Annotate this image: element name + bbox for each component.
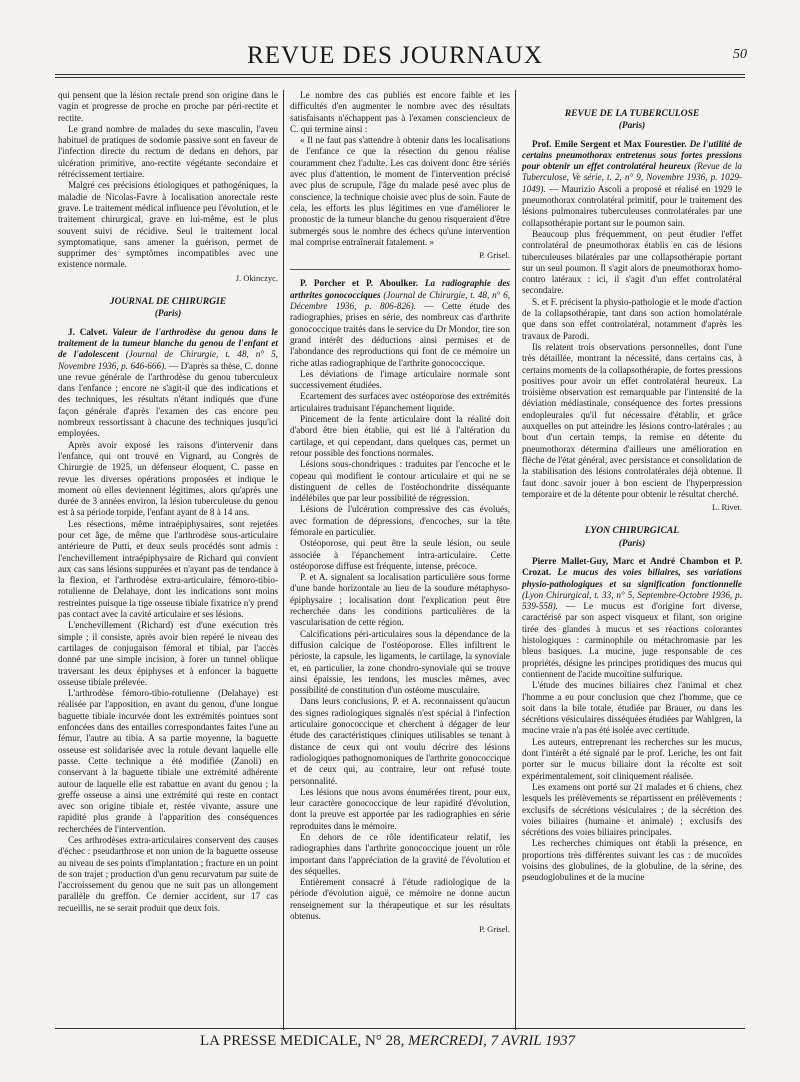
column-divider-1 xyxy=(283,90,284,1030)
paragraph: Ostéoporose, qui peut être la seule lésion, ou seule associée à l'épanchement intra-articulaire. Cette ostéoporose diffuse est fréquente, intense, précoce. xyxy=(290,538,510,571)
article-heading xyxy=(522,556,742,680)
paragraph: Dans leurs conclusions, P. et A. reconnaissent qu'aucun des signes radiologiques signalés n'est spécial à l'infection articulaire gonococcique et cherchent à dégager de leur étude des caractéristiques cliniques utilisables se tenant à distance de ceux qui ont voulu décrire des lésions radiologiques pathognomoniques de l'arthrite gonococcique et de ceux qui, au contraire, leur ont refusé toute personnalité. xyxy=(290,696,510,786)
article-author: J. Calvet. xyxy=(68,326,108,337)
footer-rule xyxy=(55,1028,745,1029)
signature: J. Okinczyc. xyxy=(235,272,278,283)
paragraph: Le grand nombre de malades du sexe masculin, l'aveu habituel de pratiques de sodomie passive sont en faveur de l'infection directe du rectum de dedans en dehors, par ulcération primitive, ano-rectite végétante secondaire et rétrécissement tertiaire. xyxy=(58,123,278,180)
journal-header xyxy=(55,38,747,69)
article-heading xyxy=(58,327,278,440)
article-reference: (Journal de Chirurgie, t. 48, n° 5, Novembre 1936, p. 646-666). xyxy=(58,349,278,371)
paragraph: S. et F. précisent la physio-pathologie et le mode d'action de la collapsothérapie, tant dans son action homolatérale que dans son effet controlatéral, notamment d'après les travaux de Parodi. xyxy=(522,296,742,341)
paragraph: Lésions sous-chondriques : traduites par l'encoche et le copeau qui modifient le contour articulaire et qui ne se distinguent de celles de l'ostéochondrite disséquante indélébiles que par leur possibilité de régression. xyxy=(290,459,510,504)
paragraph: L'enchevillement (Richard) est d'une exécution très simple ; il consiste, après avoir bien repéré le niveau des cartilages de conjugaison fémoral et tibial, par l'accès donné par une simple incision, à forer un tunnel oblique traversant les deux épiphyses et à enfoncer la baguette osseuse tibiale prélevée. xyxy=(58,620,278,687)
paragraph: L'arthrodèse fémoro-tibio-rotulienne (Delahaye) est réalisée par l'apposition, en avant du genou, d'une longue baguette tibiale incurvée dont les extrémités pointues sont enfoncées dans des entailles correspondantes faites l'une au fémur, l'autre au tibia. A sa partie moyenne, la baguette osseuse est solidarisée avec la rotule devant laquelle elle passe. Cette technique a été modifiée (Zanoli) en conservant à la baguette tibiale une extrémité adhérente autour de laquelle elle est rabattue en avant du genou ; la greffe osseuse a ainsi une extrémité qui reste en contact avec son origine tibiale et, restée vivante, assure une rapidité plus grande à l'apparition des conséquences recherchées de l'intervention. xyxy=(58,688,278,834)
paragraph: — Le mucus est d'origine fort diverse, caractérisé par son aspect visqueux et filant, son origine tirée des glandes à mucus et ses réactions colorantes histologiques : carminophile ou métachromasie par les bleus basiques. La mucine, juge responsable de ces propriétés, désigne les principes protidiques des mucus qui contiennent de l'acide mucoïtine sulfurique. xyxy=(522,601,743,679)
paragraph: Malgré ces précisions étiologiques et pathogéniques, la maladie de Nicolas-Favre à localisation anorectale reste grave. Le traitement médical influence peu l'évolution, et le traitement chirurgical, grave en lui-même, est le plus souvent suivi de récidive. Seul le traitement local symptomatique, sans amener la guérison, permet de supprimer des symptômes incompatibles avec une existence normale. xyxy=(58,180,278,270)
column-middle xyxy=(290,90,510,940)
article-heading xyxy=(522,139,742,229)
column-divider-2 xyxy=(515,90,516,1030)
paragraph: Le nombre des cas publiés est encore faible et les difficultés d'en augmenter le nombre avec des résultats satisfaisants n'échappent pas à l'examen consciencieux de C. qui termine ainsi : xyxy=(290,90,510,134)
paragraph: — Maurizio Ascoli a proposé et réalisé en 1929 le pneumothorax controlatéral primitif, pour le traitement des lésions pulmonaires tuberculeuses controlatérales par une collapsothérapie portant sur le poumon sain. xyxy=(522,183,742,228)
article-heading xyxy=(290,278,510,368)
paragraph: P. et A. signalent sa localisation particulière sous forme d'une bande horizontale au lieu de la soudure métaphyso-épiphysaire ; localisation dont l'explication peut être recherchée dans les conditions particulières de la vascularisation de cette région. xyxy=(290,572,510,628)
paragraph: Les recherches chimiques ont établi la présence, en proportions très différentes suivant les cas : de mucoïdes voisins des globulines, de la globuline, de la sérine, des pseudoglobulines et de la mucine xyxy=(522,838,742,883)
footer-publication: LA PRESSE MEDICALE, N° 28, xyxy=(200,1033,405,1049)
section-city: (Paris) xyxy=(154,309,182,320)
section-city: (Paris) xyxy=(618,121,646,132)
paragraph: Les déviations de l'image articulaire normale sont successivement étudiées. xyxy=(290,368,510,391)
article-reference: (Revue de la Tuberculose, Ve série, t. 2, n° 9, Novembre 1936, p. 1029-1049). xyxy=(522,161,742,194)
paragraph: Les examens ont porté sur 21 malades et 6 chiens, chez lesquels les prélèvements se répartissent en prélèvements : exclusifs de sécrétions vésiculaires ; de la sécrétion des voies biliaires (humaine et animale) ; exclusifs des sécrétions des voies biliaires principales. xyxy=(522,781,742,838)
article-reference: (Journal de Chirurgie, t. 48, n° 6, Décembre 1936, p. 806-826). xyxy=(290,289,511,312)
paragraph: Ecartement des surfaces avec ostéoporose des extrémités articulaires traduisant l'épanchement liquide. xyxy=(290,391,510,413)
article-title: Valeur de l'arthrodèse du genou dans le traitement de la tumeur blanche du genou de l'enfant et de l'adolescent xyxy=(58,326,279,360)
paragraph: Entièrement consacré à l'étude radiologique de la période d'évolution aiguë, ce mémoire ne donne aucun renseignement sur la thérapeutique et sur les résultats obtenus. xyxy=(290,877,510,922)
article-divider xyxy=(290,269,510,270)
paragraph: En dehors de ce rôle identificateur relatif, les radiographies dans l'arthrite gonococcique jouent un rôle important dans l'appréciation de la gravité de l'évolution et des séquelles. xyxy=(290,832,510,876)
article-authors: Prof. Emile Sergent et Max Fourestier. xyxy=(532,138,687,149)
paragraph: Beaucoup plus fréquemment, on peut étudier l'effet controlatéral de pneumothorax établis en cas de lésions tuberculeuses bilatérales par une collapsothérapie portant sur un seul poumon. Il s'agit alors de pneumothorax homo-contro latéraux : ici, il s'agit d'un effet controlatéral secondaire. xyxy=(522,228,742,296)
section-heading: REVUE DE LA TUBERCULOSE xyxy=(564,108,700,119)
paragraph: L'étude des mucines biliaires chez l'animal et chez l'homme a eu pour conclusion que chez l'homme, que ce soit dans la bile totale, étudiée par Brauer, ou dans les sécrétions vésiculaires disséquées étudiées par Wahlgren, la mucine vraie n'a pas été isolée avec certitude. xyxy=(522,680,742,736)
paragraph: Après avoir exposé les raisons d'intervenir dans l'enfance, qui ont trouvé en Vignard, au Congrès de Chirurgie de 1925, un défenseur éloquent, C. passe en revue les diverses opérations proposées et indique le moment où elles deviennent légitimes, alors qu'après une durée de 3 années environ, la lésion tuberculeuse du genou est à sa période torpide, l'enfant ayant de 8 à 14 ans. xyxy=(58,439,278,518)
quotation: « Il ne faut pas s'attendre à obtenir dans les localisations de l'enfance ce que la résection du genou réalise couramment chez l'adulte. Les cas doivent donc être sériés avec plus d'attention, le moment de l'intervention précisé avec plus de scrupule, l'âge du malade pesé avec plus de conscience, la technique choisie avec plus de soin. Faute de cela, les efforts les plus légitimes en vue d'améliorer le pronostic de la tumeur blanche du genou risqueraient d'être submergés sous le nombre des échecs qu'une intervention mal comprise entraînerait fatalement. » xyxy=(290,135,510,247)
paragraph: — D'après sa thèse, C. donne une revue générale de l'arthrodèse du genou tuberculeux dans l'enfance ; encore ne s'agit-il que des indications et des techniques, les résultats n'étant indiqués que d'une façon générale d'après l'examen des cas encore peu nombreux ressortissant à chacune des techniques jusqu'ici employées. xyxy=(58,360,278,439)
signature: P. Grisel. xyxy=(479,250,510,261)
signature: P. Grisel. xyxy=(479,924,510,935)
section-heading: JOURNAL DE CHIRURGIE xyxy=(109,296,227,308)
article-title: La radiographie des arthrites gonococciques xyxy=(290,278,510,300)
article-title: Le mucus des voies biliaires, ses variations physio-pathologiques et sa signification fonctionnelle xyxy=(522,567,743,589)
paragraph: Les auteurs, entreprenant les recherches sur les mucus, dont l'intérêt a été signalé par le prof. Leriche, les ont fait porter sur le mucus biliaire dont la récolte est soit expérimentalement, soit cliniquement réalisée. xyxy=(522,736,742,781)
page-title: REVUE DES JOURNAUX xyxy=(247,42,543,69)
page-footer xyxy=(200,1033,575,1050)
paragraph: Les lésions que nous avons énumérées tirent, pour eux, leur caractère gonococcique de leur rapidité d'évolution, dont la preuve est apportée par les radiographies en série reproduites dans le mémoire. xyxy=(290,786,510,831)
signature: L. Rivet. xyxy=(712,502,742,513)
paragraph: Calcifications péri-articulaires sous la dépendance de la diffusion calcique de l'ostéoporose. Elles infiltrent le périoste, la capsule, les ligaments, le cartilage, la synoviale et, en particulier, la zone chondro-synoviale qui se trouve ainsi épaissie, les tendons, les muscles mêmes, avec possibilité de constitution d'un ostéome musculaire. xyxy=(290,628,510,696)
paragraph: Pincement de la fente articulaire dont la réalité doit d'abord être bien établie, qui est lié à l'altération du cartilage, et qui cependant, dans quelques cas, permet un retour possible des fonctions normales. xyxy=(290,414,510,458)
paragraph: Les résections, même intraépiphysaires, sont rejetées pour cet âge, de même que l'arthrodèse sous-articulaire antérieure de Putti, et deux seuls procédés sont admis : l'enchevillement intraépiphysaire de Richard qui convient aux cas sans lésions suppurées et n'ayant pas de tendance à la flexion, et l'arthrodèse extra-articulaire, fémoro-tibio-rotulienne de Delahaye, dont les indications sont moins restreintes puisque la tige osseuse tibiale fixatrice n'y prend pas contact avec la cavité articulaire et ses lésions. xyxy=(58,518,278,620)
article-title: De l'utilité de certains pneumothorax entretenus sous fortes pressions pour obtenir un effet controlatéral heureux xyxy=(522,138,742,172)
paragraph: qui pensent que la lésion rectale prend son origine dans le vagin et progresse de proche en proche par péri-rectite et rectite. xyxy=(58,90,278,123)
article-reference: (Lyon Chirurgical, t. 33, n° 5, Septembre-Octobre 1936, p. 539-558). xyxy=(522,589,742,612)
paragraph: Lésions de l'ulcération compressive des cas évolués, avec formation de dépressions, d'encoches, sur la tête fémorale en particulier. xyxy=(290,504,510,537)
article-authors: Pierre Mallet-Guy, Marc et André Chambon et P. Crozat. xyxy=(522,555,742,578)
header-rule xyxy=(55,74,745,75)
paragraph: — Cette étude des radiographies, prises en série, des nombreux cas d'arthrite gonococcique traités dans le service du Dr Mondor, tire son grand intérêt des déductions ainsi permises et de l'abondance des reproductions qui font de ce mémoire un riche atlas radiographique de l'arthrite gonococcique. xyxy=(290,301,511,368)
column-left xyxy=(58,90,278,914)
footer-date: MERCREDI, 7 AVRIL 1937 xyxy=(408,1033,576,1049)
header-rule-double xyxy=(55,77,745,78)
page-number: 50 xyxy=(733,47,747,62)
section-heading: LYON CHIRURGICAL xyxy=(584,525,680,537)
paragraph: Ils relatent trois observations personnelles, dont l'une très détaillée, montrant la nécessité, dans certains cas, à certains moments de la collapsothérapie, de fortes pressions positives pour avoir un effet controlatéral heureux. La troisième observation est remarquable par l'intensité de la déviation médiastinale, conséquence des fortes pressions endopleurales qu'il fut nécessaire d'établir, et grâce auxquelles on put atteindre les lésions contro-latérales ; au bout d'un certain temps, la remise en détente du pneumothorax détermina d'ailleurs une amélioration en flèche de l'état général, avec persistance et consolidation de la stabilisation des lésions controlatérales déjà obtenue. Il faut donc savoir jouer à bon escient de l'hyperpression temporaire et de la détente pour obtenir le résultat cherché. xyxy=(522,341,742,499)
section-city: (Paris) xyxy=(618,538,646,549)
column-right xyxy=(522,90,742,884)
paragraph: Ces arthrodèses extra-articulaires conservent des causes d'échec : pseudarthrose et non union de la baguette osseuse au niveau de ses points d'implantation ; fracture en un point de son trajet ; production d'un genu recurvatum par suite de l'accroissement du genou que ne suit pas un allongement parallèle du greffon. Ce dernier accident, sur 17 cas recueillis, ne se serait produit que deux fois. xyxy=(58,835,278,913)
article-authors: P. Porcher et P. Aboulker. xyxy=(300,278,419,289)
